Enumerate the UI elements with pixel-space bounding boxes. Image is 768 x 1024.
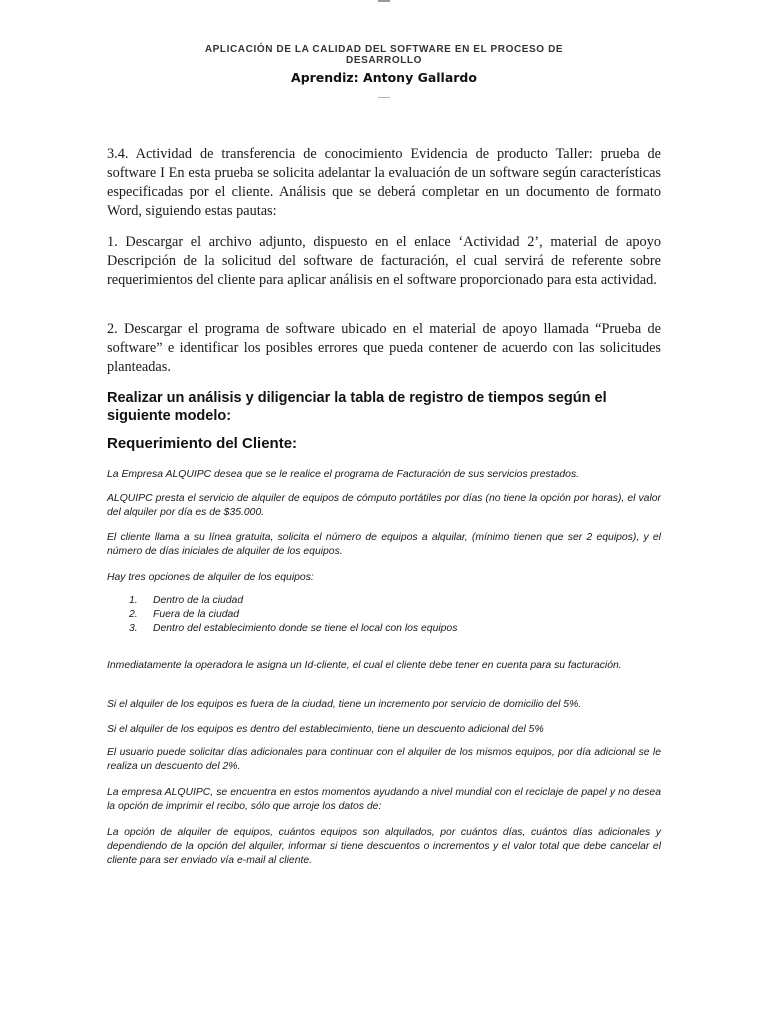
requirement-extra-days: El usuario puede solicitar días adicionales para continuar con el alquiler de los mismos equipos, por día adicional se le realiza un descuento del 2%. (107, 747, 661, 772)
list-item (107, 594, 661, 608)
header-separator (378, 97, 390, 98)
requirement-client-id: Inmediatamente la operadora le asigna un Id-cliente, el cual el cliente debe tener en cuenta para su facturación. (107, 660, 622, 671)
list-item-number: 3. (129, 623, 138, 634)
page-top-mark (378, 0, 390, 2)
requirement-output-data: La opción de alquiler de equipos, cuántos equipos son alquilados, por cuántos días, cuántos días adicionales y dependiendo de la opción del alquiler, informar si tiene descuentos o incrementos y el valor total que debe cancelar el cliente para ser enviado vía e-mail al cliente. (107, 827, 661, 866)
requirement-client-call: El cliente llama a su línea gratuita, solicita el número de equipos a alquilar, (mínimo tienen que ser 2 equipos), y el número de días iniciales de alquiler de los equipos. (107, 532, 661, 557)
intro-paragraph-activity: 3.4. Actividad de transferencia de conocimiento Evidencia de producto Taller: prueba de software I En esta prueba se solicita adelantar la evaluación de un software según características especificadas por el cliente. Análisis que se deberá completar en un documento de formato Word, siguiendo estas pautas: (107, 146, 661, 219)
list-item-text: Fuera de la ciudad (153, 609, 240, 620)
list-item-number: 2. (129, 609, 138, 620)
section-heading-requirements: Requerimiento del Cliente: (107, 435, 298, 452)
section-heading-analysis: Realizar un análisis y diligenciar la tabla de registro de tiempos según el siguiente modelo: (107, 390, 607, 424)
list-item-text: Dentro del establecimiento donde se tiene el local con los equipos (153, 623, 458, 634)
requirement-outside-city: Si el alquiler de los equipos es fuera de la ciudad, tiene un incremento por servicio de domicilio del 5%. (107, 699, 582, 710)
document-author: Aprendiz: Antony Gallardo (291, 70, 477, 85)
requirement-in-store: Si el alquiler de los equipos es dentro del establecimiento, tiene un descuento adicional del 5% (107, 724, 544, 735)
intro-paragraph-step-2: 2. Descargar el programa de software ubicado en el material de apoyo llamada “Prueba de software” e identificar los posibles errores que pueda contener de acuerdo con las solicitudes planteadas. (107, 321, 661, 375)
list-item (107, 608, 661, 622)
document-title: APLICACIÓN DE LA CALIDAD DEL SOFTWARE EN EL PROCESO DE DESARROLLO (204, 44, 564, 66)
requirement-recycling: La empresa ALQUIPC, se encuentra en estos momentos ayudando a nivel mundial con el reciclaje de papel y no desea la opción de imprimir el recibo, sólo que arroje los datos de: (107, 787, 661, 812)
requirement-company: La Empresa ALQUIPC desea que se le realice el programa de Facturación de sus servicios prestados. (107, 469, 580, 480)
requirement-options-intro: Hay tres opciones de alquiler de los equipos: (107, 572, 314, 583)
document-header (0, 44, 768, 98)
rental-options-list (107, 594, 661, 636)
list-item-number: 1. (129, 595, 138, 606)
requirement-rental-price: ALQUIPC presta el servicio de alquiler de equipos de cómputo portátiles por días (no tiene la opción por horas), el valor del alquiler por día es de $35.000. (107, 493, 661, 518)
list-item (107, 622, 661, 636)
intro-paragraph-step-1: 1. Descargar el archivo adjunto, dispuesto en el enlace ‘Actividad 2’, material de apoyo Descripción de la solicitud del software de facturación, el cual servirá de referente sobre requerimientos del cliente para aplicar análisis en el software proporcionado para esta actividad. (107, 234, 661, 288)
list-item-text: Dentro de la ciudad (153, 595, 244, 606)
